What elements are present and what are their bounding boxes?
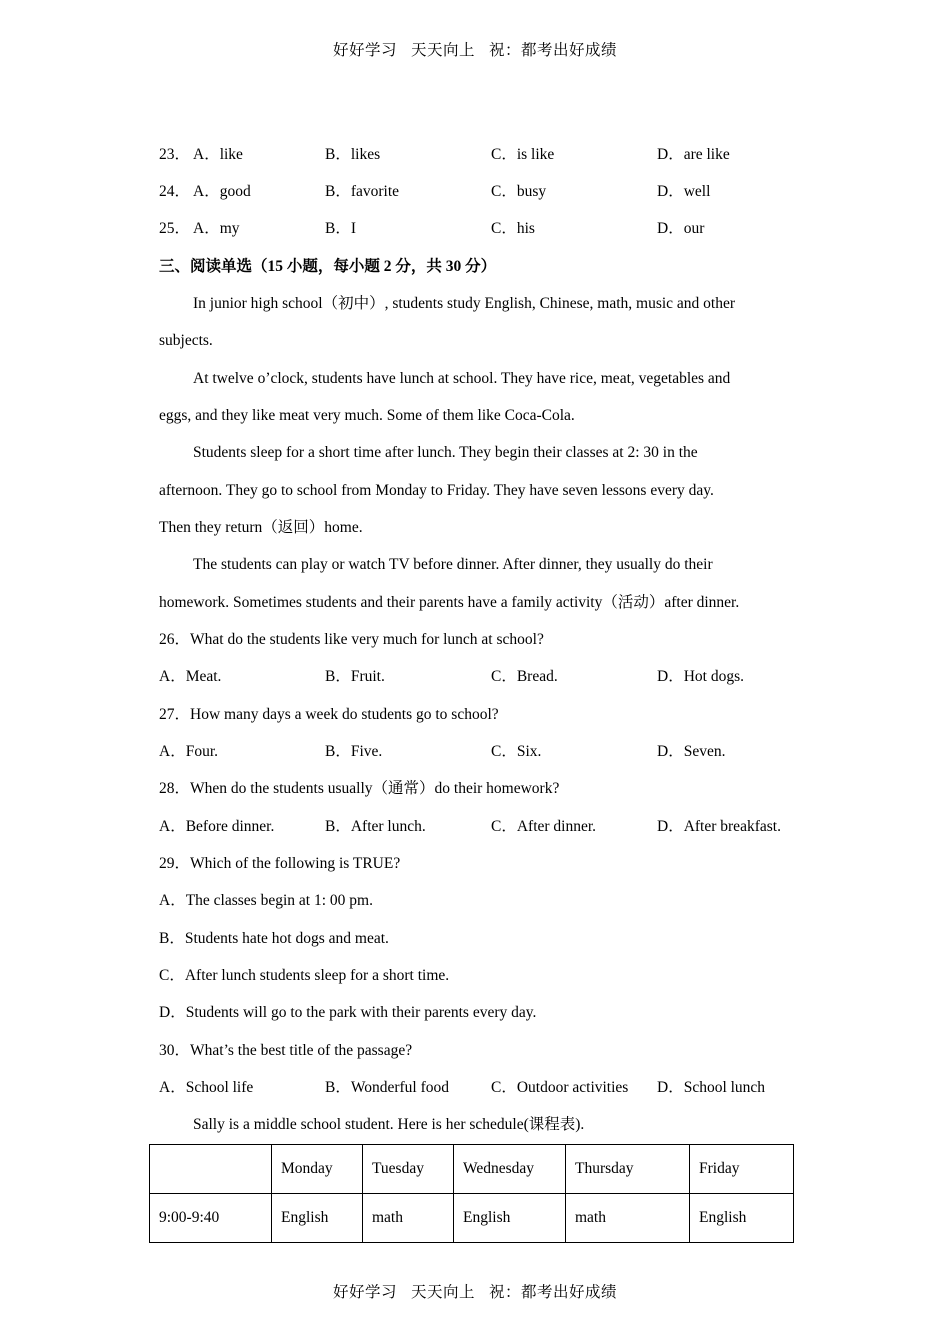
q26-option-d: D．Hot dogs. <box>657 668 744 685</box>
q26-option-b: B．Fruit. <box>325 668 385 685</box>
q28-option-a: A．Before dinner. <box>159 818 275 835</box>
q28-option-b: B．After lunch. <box>325 818 426 835</box>
passage-line: At twelve o’clock, students have lunch at school. They have rice, meat, vegetables and <box>193 370 731 387</box>
question-23-number: 23． <box>159 146 191 163</box>
table-header-row <box>150 1145 794 1194</box>
table-cell: Wednesday <box>454 1145 566 1194</box>
q24-option-c: C．busy <box>491 183 547 200</box>
table-cell: Tuesday <box>363 1145 454 1194</box>
schedule-intro: Sally is a middle school student. Here is her schedule(课程表). <box>193 1116 585 1133</box>
passage-line: subjects. <box>159 332 213 349</box>
q28-option-d: D．After breakfast. <box>657 818 781 835</box>
q27-option-b: B．Five. <box>325 743 383 760</box>
q28-option-c: C．After dinner. <box>491 818 597 835</box>
table-cell: 9:00-9:40 <box>150 1194 272 1243</box>
q29-option-c: C．After lunch students sleep for a short time. <box>159 967 450 984</box>
q27-option-d: D．Seven. <box>657 743 726 760</box>
schedule-table <box>149 1144 794 1243</box>
q25-option-b: B．I <box>325 220 357 237</box>
q27-option-a: A．Four. <box>159 743 218 760</box>
table-cell: Thursday <box>566 1145 690 1194</box>
passage-line: Students sleep for a short time after lunch. They begin their classes at 2: 30 in the <box>193 444 698 461</box>
table-row <box>150 1194 794 1243</box>
passage-line: afternoon. They go to school from Monday to Friday. They have seven lessons every day. <box>159 482 714 499</box>
q23-option-c: C．is like <box>491 146 555 163</box>
q30-option-b: B．Wonderful food <box>325 1079 450 1096</box>
table-cell: Monday <box>272 1145 363 1194</box>
question-29-stem: 29．Which of the following is TRUE? <box>159 855 401 872</box>
passage-line: eggs, and they like meat very much. Some of them like Coca-Cola. <box>159 407 575 424</box>
q30-option-a: A．School life <box>159 1079 254 1096</box>
header-part: 好好学习 <box>332 41 397 59</box>
passage-line: homework. Sometimes students and their parents have a family activity（活动）after dinner. <box>159 594 740 611</box>
q24-option-d: D．well <box>657 183 711 200</box>
question-25-number: 25． <box>159 220 191 237</box>
q24-option-b: B．favorite <box>325 183 400 200</box>
q30-option-d: D．School lunch <box>657 1079 766 1096</box>
table-cell: English <box>272 1194 363 1243</box>
header-part: 祝：都考出好成绩 <box>489 41 618 59</box>
q29-option-d: D．Students will go to the park with their parents every day. <box>159 1004 537 1021</box>
footer-part: 好好学习 <box>332 1283 397 1301</box>
q23-option-a: A．like <box>193 146 243 163</box>
q25-option-c: C．his <box>491 220 535 237</box>
section-3-title: 三、阅读单选（15 小题，每小题 2 分，共 30 分） <box>159 258 497 275</box>
page-header <box>0 38 950 60</box>
q25-option-a: A．my <box>193 220 240 237</box>
q27-option-c: C．Six. <box>491 743 542 760</box>
table-cell: English <box>454 1194 566 1243</box>
q30-option-c: C．Outdoor activities <box>491 1079 629 1096</box>
question-27-stem: 27．How many days a week do students go to school? <box>159 706 499 723</box>
q23-option-b: B．likes <box>325 146 381 163</box>
q23-option-d: D．are like <box>657 146 730 163</box>
table-cell: math <box>363 1194 454 1243</box>
question-28-stem: 28．When do the students usually（通常）do their homework? <box>159 780 560 797</box>
page-footer <box>0 1280 950 1302</box>
table-cell <box>150 1145 272 1194</box>
table-cell: math <box>566 1194 690 1243</box>
q26-option-a: A．Meat. <box>159 668 222 685</box>
q29-option-a: A．The classes begin at 1: 00 pm. <box>159 892 373 909</box>
header-part: 天天向上 <box>410 41 475 59</box>
footer-part: 天天向上 <box>410 1283 475 1301</box>
question-30-stem: 30．What’s the best title of the passage? <box>159 1042 413 1059</box>
footer-part: 祝：都考出好成绩 <box>489 1283 618 1301</box>
passage-line: The students can play or watch TV before dinner. After dinner, they usually do their <box>193 556 713 573</box>
table-cell: Friday <box>690 1145 794 1194</box>
q29-option-b: B．Students hate hot dogs and meat. <box>159 930 389 947</box>
q25-option-d: D．our <box>657 220 705 237</box>
question-24-number: 24． <box>159 183 191 200</box>
passage-line: In junior high school（初中）, students study English, Chinese, math, music and other <box>193 295 736 312</box>
q26-option-c: C．Bread. <box>491 668 558 685</box>
passage-line: Then they return（返回）home. <box>159 519 363 536</box>
table-cell: English <box>690 1194 794 1243</box>
question-26-stem: 26．What do the students like very much for lunch at school? <box>159 631 544 648</box>
q24-option-a: A．good <box>193 183 251 200</box>
